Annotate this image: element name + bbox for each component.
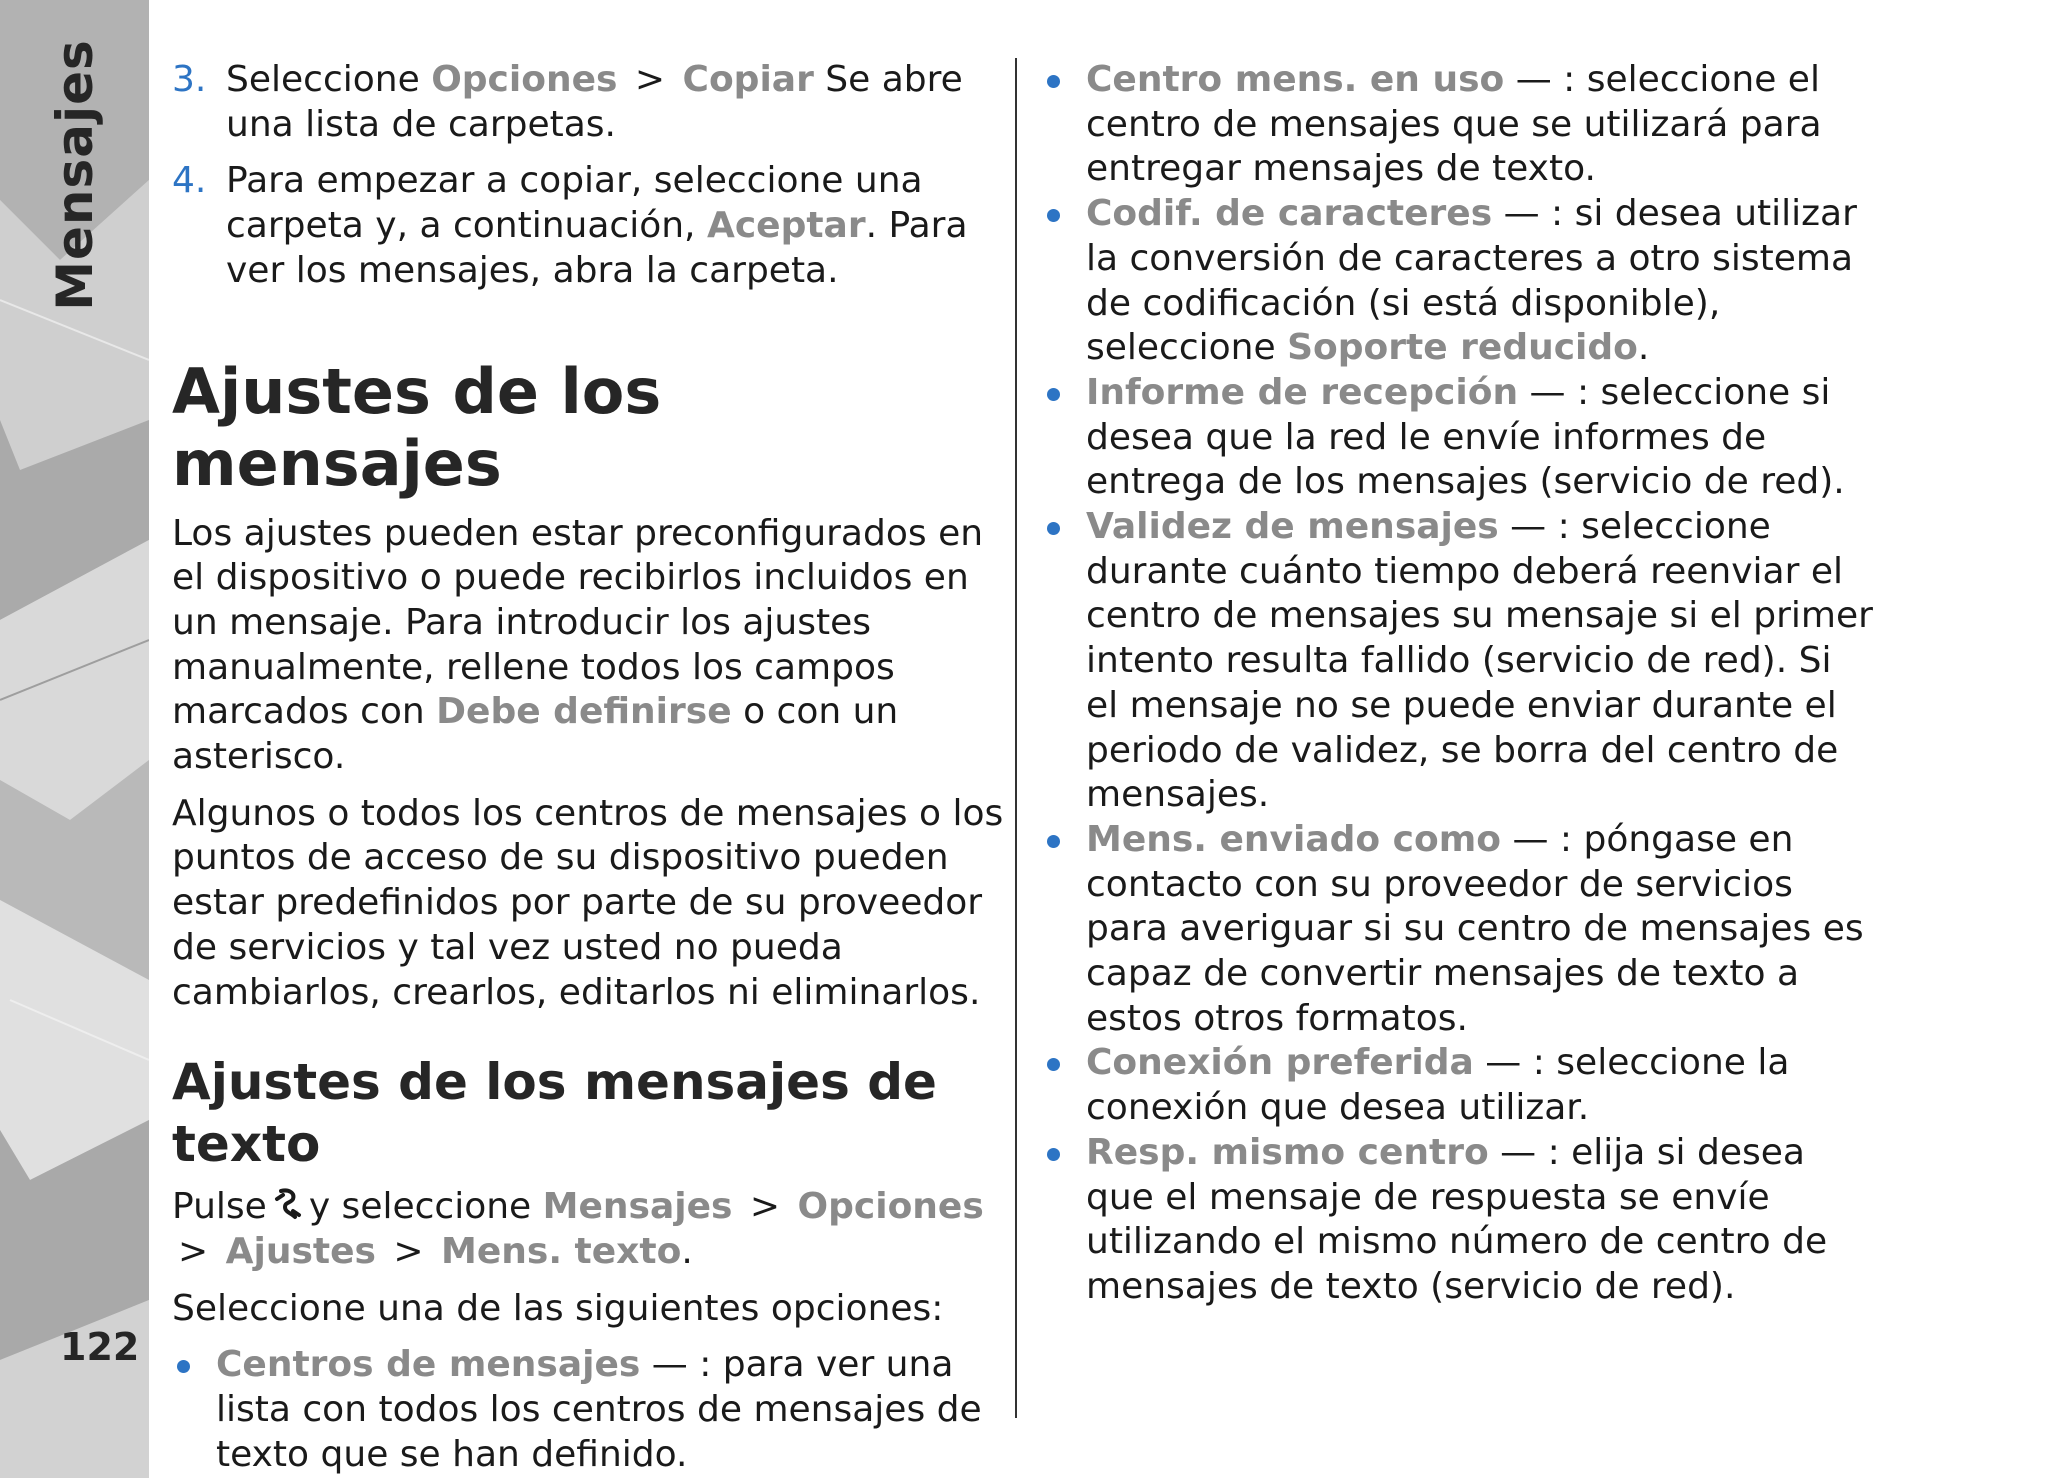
paragraph-text: y seleccione — [308, 1186, 532, 1228]
option-informe-de-recepcion — [1042, 371, 1874, 505]
left-column — [172, 58, 1004, 1477]
bullet-dot — [1047, 1058, 1060, 1071]
paragraph-text: o con un asterisco. — [172, 691, 899, 778]
section-title-text: Mensajes — [46, 39, 105, 311]
section-title — [40, 39, 110, 311]
menu-separator: > — [393, 1230, 424, 1272]
option-label: Codif. de caracteres — [1086, 193, 1493, 235]
step-3 — [172, 58, 1004, 147]
step-number: 3. — [172, 59, 207, 100]
paragraph-text: Pulse — [172, 1186, 267, 1228]
option-description: — : seleccione la conexión que desea utilizar. — [1086, 1042, 1790, 1129]
menu-separator: > — [634, 59, 666, 100]
step-number: 4. — [172, 160, 207, 202]
menu-option-opciones: Opciones — [431, 59, 618, 100]
option-validez-de-mensajes — [1042, 505, 1874, 818]
menu-option-mensajes: Mensajes — [542, 1186, 733, 1228]
step-text: . Para ver los mensajes, abra la carpeta. — [226, 205, 968, 291]
option-centro-mens-en-uso — [1042, 58, 1874, 192]
option-label: Informe de recepción — [1086, 371, 1519, 413]
option-description: . — [1637, 327, 1650, 369]
right-column — [1042, 58, 1874, 1310]
option-resp-mismo-centro — [1042, 1131, 1874, 1310]
option-label: Validez de mensajes — [1086, 506, 1499, 548]
paragraph-predefined: Algunos o todos los centros de mensajes o los puntos de acceso de su dispositivo pueden estar predefinidos por parte de su proveedor de servicios y tal vez usted no pueda cambiarlos, crearlos, editarlos ni eliminarlos. — [172, 792, 1004, 1013]
menu-key-icon — [273, 1187, 303, 1223]
menu-option-opciones: Opciones — [797, 1186, 984, 1228]
option-label: Centros de mensajes — [216, 1344, 641, 1386]
bullet-dot — [1047, 209, 1060, 222]
menu-option-ajustes: Ajustes — [225, 1230, 376, 1272]
option-codif-de-caracteres — [1042, 192, 1874, 371]
paragraph-text: Los ajustes pueden estar preconfigurados en el dispositivo o puede recibirlos incluidos en un mensaje. Para introducir los ajustes manualmente, rellene todos los campos marcados con — [172, 512, 984, 733]
heading-ajustes-texto: Ajustes de los mensajes de texto — [172, 1053, 937, 1174]
option-description: — : para ver una lista con todos los centros de mensajes de texto que se han definido. — [216, 1344, 982, 1475]
column-divider — [1015, 58, 1017, 1418]
option-label: Centro mens. en uso — [1086, 59, 1505, 100]
bullet-dot — [1047, 835, 1060, 848]
option-label: Resp. mismo centro — [1086, 1131, 1489, 1173]
option-mens-enviado-como — [1042, 818, 1874, 1042]
keyword-debe-definirse: Debe definirse — [436, 691, 732, 733]
menu-option-mens-texto: Mens. texto — [441, 1230, 682, 1272]
bullet-dot — [1047, 1148, 1060, 1161]
paragraph-path — [172, 1185, 1004, 1274]
option-description: — : elija si desea que el mensaje de respuesta se envíe utilizando el mismo número de centro de mensajes de texto (servicio de red). — [1086, 1131, 1828, 1307]
option-description: — : si desea utilizar la conversión de caracteres a otro sistema de codificación (si está disponible), seleccione — [1086, 193, 1857, 369]
step-text: Se abre una lista de carpetas. — [226, 59, 963, 145]
option-label: Conexión preferida — [1086, 1042, 1474, 1084]
bullet-dot — [1047, 522, 1060, 535]
bullet-dot — [1047, 388, 1060, 401]
sidebar-strip — [0, 0, 149, 1478]
keyword-soporte-reducido: Soporte reducido — [1287, 327, 1638, 369]
menu-separator: > — [178, 1230, 209, 1272]
bullet-dot — [1047, 75, 1060, 88]
option-description: — : seleccione durante cuánto tiempo deberá reenviar el centro de mensajes su mensaje si el primer intento resulta fallido (servicio de red). Si el mensaje no se puede enviar durante el periodo de validez, se borra del centro de mensajes. — [1086, 506, 1873, 816]
paragraph-select: Seleccione una de las siguientes opciones: — [172, 1287, 944, 1329]
step-text: Seleccione — [226, 59, 420, 100]
option-label: Mens. enviado como — [1086, 818, 1502, 860]
menu-option-aceptar: Aceptar — [706, 205, 866, 247]
heading-ajustes-mensajes: Ajustes de los mensajes — [172, 354, 662, 500]
option-description: — : seleccione el centro de mensajes que se utilizará para entregar mensajes de texto. — [1086, 59, 1822, 190]
page-number: 122 — [60, 1325, 140, 1369]
menu-option-copiar: Copiar — [682, 59, 814, 100]
paragraph-text: . — [681, 1230, 693, 1272]
menu-separator: > — [749, 1186, 781, 1228]
option-description: — : seleccione si desea que la red le envíe informes de entrega de los mensajes (servicio de red). — [1086, 371, 1845, 503]
option-centros-de-mensajes — [172, 1343, 1004, 1477]
paragraph-intro — [172, 512, 1004, 780]
option-conexion-preferida — [1042, 1041, 1874, 1130]
step-4 — [172, 159, 1004, 293]
bullet-dot — [177, 1360, 190, 1373]
option-description: — : póngase en contacto con su proveedor de servicios para averiguar si su centro de mensajes es capaz de convertir mensajes de texto a estos otros formatos. — [1086, 818, 1864, 1039]
step-text: Para empezar a copiar, seleccione una carpeta y, a continuación, — [226, 160, 923, 247]
